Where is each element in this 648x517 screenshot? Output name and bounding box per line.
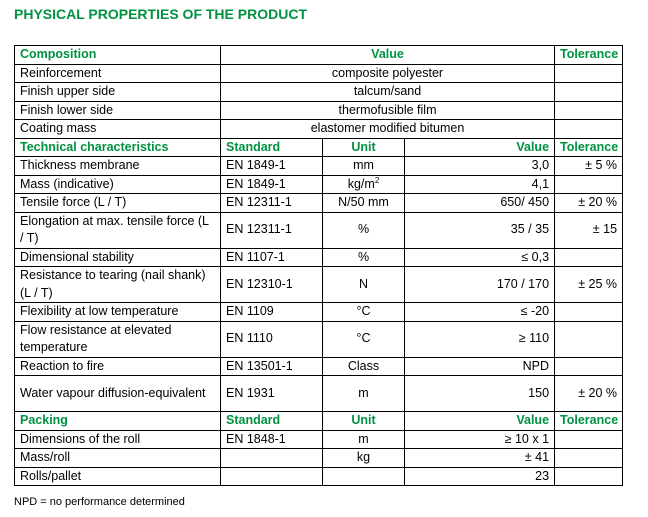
packing-header-row <box>15 412 623 431</box>
row-tolerance <box>555 467 623 486</box>
technical-header-row <box>15 138 623 157</box>
table-row <box>15 175 623 194</box>
row-tolerance: ± 25 % <box>555 267 623 303</box>
row-label: Coating mass <box>15 120 221 139</box>
row-label: Flexibility at low temperature <box>15 303 221 322</box>
row-unit: % <box>323 248 405 267</box>
row-unit: °C <box>323 321 405 357</box>
row-tolerance <box>555 120 623 139</box>
row-label: Reinforcement <box>15 64 221 83</box>
row-standard <box>221 449 323 468</box>
row-value: 3,0 <box>405 157 555 176</box>
technical-header-standard: Standard <box>221 138 323 157</box>
row-label: Mass/roll <box>15 449 221 468</box>
row-tolerance: ± 15 <box>555 212 623 248</box>
row-tolerance <box>555 430 623 449</box>
row-tolerance <box>555 64 623 83</box>
row-value: NPD <box>405 357 555 376</box>
row-tolerance <box>555 321 623 357</box>
row-tolerance <box>555 357 623 376</box>
packing-header-standard: Standard <box>221 412 323 431</box>
row-label: Dimensional stability <box>15 248 221 267</box>
row-tolerance <box>555 83 623 102</box>
packing-header-label: Packing <box>15 412 221 431</box>
row-unit: N/50 mm <box>323 194 405 213</box>
table-row <box>15 303 623 322</box>
row-label: Water vapour diffusion-equivalent <box>15 376 221 412</box>
row-unit <box>323 175 405 194</box>
row-tolerance <box>555 175 623 194</box>
technical-header-value: Value <box>405 138 555 157</box>
row-unit: m <box>323 376 405 412</box>
table-row <box>15 430 623 449</box>
row-value: composite polyester <box>221 64 555 83</box>
table-row <box>15 357 623 376</box>
table-row <box>15 321 623 357</box>
technical-header-label: Technical characteristics <box>15 138 221 157</box>
row-label: Flow resistance at elevated temperature <box>15 321 221 357</box>
row-standard: EN 12311-1 <box>221 212 323 248</box>
row-tolerance <box>555 101 623 120</box>
row-tolerance: ± 5 % <box>555 157 623 176</box>
table-row <box>15 376 623 412</box>
row-tolerance: ± 20 % <box>555 376 623 412</box>
row-value: 23 <box>405 467 555 486</box>
composition-header-label: Composition <box>15 46 221 65</box>
row-value: ≥ 110 <box>405 321 555 357</box>
technical-header-tolerance: Tolerance <box>555 138 623 157</box>
row-value: 150 <box>405 376 555 412</box>
row-standard <box>221 467 323 486</box>
row-value: 4,1 <box>405 175 555 194</box>
composition-header-tolerance: Tolerance <box>555 46 623 65</box>
row-standard: EN 13501-1 <box>221 357 323 376</box>
table-row <box>15 449 623 468</box>
row-value: 35 / 35 <box>405 212 555 248</box>
row-value: ≤ 0,3 <box>405 248 555 267</box>
table-row <box>15 101 623 120</box>
row-tolerance: ± 20 % <box>555 194 623 213</box>
row-value: ± 41 <box>405 449 555 468</box>
row-value: 650/ 450 <box>405 194 555 213</box>
packing-header-value: Value <box>405 412 555 431</box>
composition-header-value: Value <box>221 46 555 65</box>
row-label: Reaction to fire <box>15 357 221 376</box>
row-unit: °C <box>323 303 405 322</box>
table-row <box>15 467 623 486</box>
row-standard: EN 12311-1 <box>221 194 323 213</box>
packing-header-unit: Unit <box>323 412 405 431</box>
row-tolerance <box>555 449 623 468</box>
row-value: ≥ 10 x 1 <box>405 430 555 449</box>
row-value: elastomer modified bitumen <box>221 120 555 139</box>
table-row <box>15 64 623 83</box>
table-row <box>15 157 623 176</box>
row-label: Mass (indicative) <box>15 175 221 194</box>
row-label: Dimensions of the roll <box>15 430 221 449</box>
row-unit: N <box>323 267 405 303</box>
row-tolerance <box>555 248 623 267</box>
row-unit: kg <box>323 449 405 468</box>
row-standard: EN 1931 <box>221 376 323 412</box>
table-row <box>15 248 623 267</box>
page-title: PHYSICAL PROPERTIES OF THE PRODUCT <box>14 6 307 22</box>
table-row <box>15 83 623 102</box>
table-row <box>15 267 623 303</box>
row-label: Thickness membrane <box>15 157 221 176</box>
table-row <box>15 120 623 139</box>
unit-text: kg/m <box>347 176 375 191</box>
row-label: Resistance to tearing (nail shank) (L / T) <box>15 267 221 303</box>
row-standard: EN 12310-1 <box>221 267 323 303</box>
row-value: thermofusible film <box>221 101 555 120</box>
table-row <box>15 212 623 248</box>
unit-superscript: 2 <box>374 175 380 185</box>
row-value: ≤ -20 <box>405 303 555 322</box>
row-label: Finish lower side <box>15 101 221 120</box>
row-standard: EN 1110 <box>221 321 323 357</box>
row-label: Finish upper side <box>15 83 221 102</box>
properties-table <box>14 45 623 486</box>
technical-header-unit: Unit <box>323 138 405 157</box>
packing-header-tolerance: Tolerance <box>555 412 623 431</box>
row-unit: mm <box>323 157 405 176</box>
row-label: Rolls/pallet <box>15 467 221 486</box>
composition-header-row <box>15 46 623 65</box>
row-value: talcum/sand <box>221 83 555 102</box>
row-unit: Class <box>323 357 405 376</box>
row-standard: EN 1107-1 <box>221 248 323 267</box>
row-label: Elongation at max. tensile force (L / T) <box>15 212 221 248</box>
table-row <box>15 194 623 213</box>
row-standard: EN 1849-1 <box>221 157 323 176</box>
row-standard: EN 1849-1 <box>221 175 323 194</box>
row-unit <box>323 467 405 486</box>
footnote: NPD = no performance determined <box>14 496 185 508</box>
row-value: 170 / 170 <box>405 267 555 303</box>
row-standard: EN 1109 <box>221 303 323 322</box>
row-label: Tensile force (L / T) <box>15 194 221 213</box>
row-unit: m <box>323 430 405 449</box>
row-unit: % <box>323 212 405 248</box>
row-standard: EN 1848-1 <box>221 430 323 449</box>
row-tolerance <box>555 303 623 322</box>
